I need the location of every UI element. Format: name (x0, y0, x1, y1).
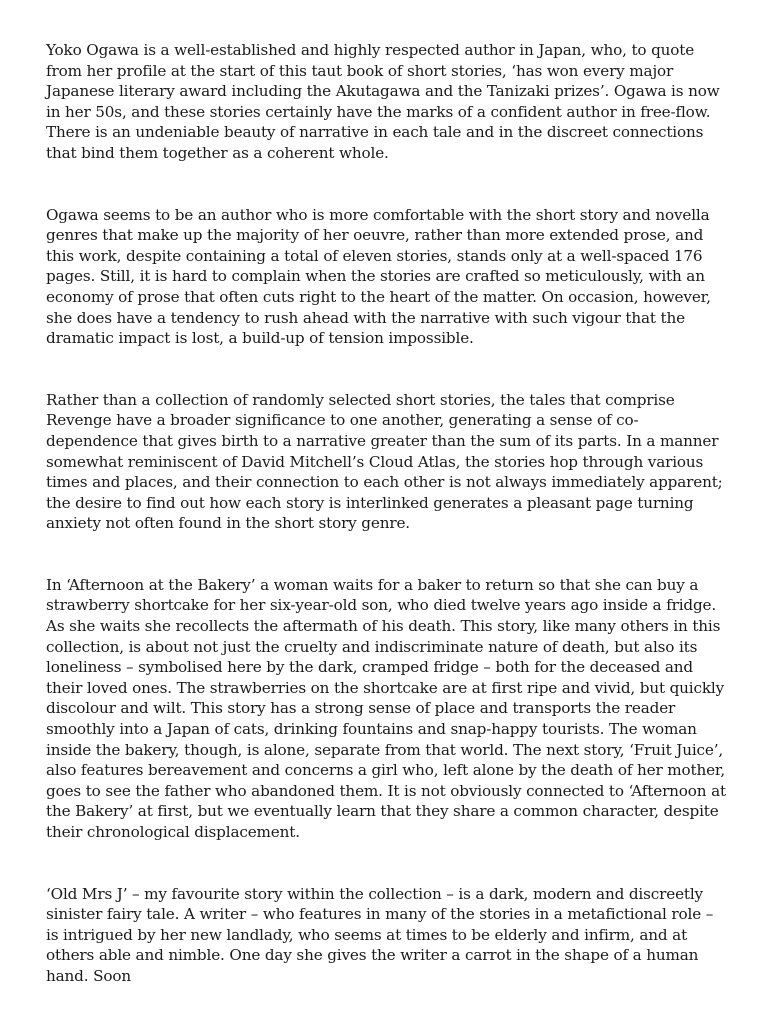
paragraph-short-story-form: Ogawa seems to be an author who is more comfortable with the short story and novella genres that make up the majority of her oeuvre, rather than more extended prose, and this work, despite containing a total of eleven stories, stands only at a well-spaced 176 pages. Still, it is hard to complain when the stories are crafted so meticulously, with an economy of prose that often cuts right to the heart of the matter. On occasion, however, she does have a tendency to rush ahead with the narrative with such vigour that the dramatic impact is lost, a build-up of tension impossible. (46, 205, 711, 348)
paragraph-collection-significance: Rather than a collection of randomly selected short stories, the tales that comprise Revenge have a broader significance to one another, generating a sense of co-dependence that gives birth to a narrative greater than the sum of its parts. In a manner somewhat reminiscent of David Mitchell’s Cloud Atlas, the stories hop through various times and places, and their connection to each other is not always immediately apparent; the desire to find out how each story is interlinked generates a pleasant page turning anxiety not often found in the short story genre. (46, 390, 723, 533)
paragraph-intro: Yoko Ogawa is a well-established and highly respected author in Japan, who, to quote from her profile at the start of this taut book of short stories, ‘has won every major Japanese literary award including the Akutagawa and the Tanizaki prizes’. Ogawa is now in her 50s, and these stories certainly have the marks of a confident author in free-flow. There is an undeniable beauty of narrative in each tale and in the discreet connections that bind them together as a coherent whole. (46, 41, 720, 162)
paragraph-old-mrs-j: ‘Old Mrs J’ – my favourite story within the collection – is a dark, modern and discreetly sinister fairy tale. A writer – who features in many of the stories in a metafictional role – is intrigued by her new landlady, who seems at times to be elderly and infirm, and at others able and nimble. One day she gives the writer a carrot in the shape of a human hand. Soon (46, 884, 714, 985)
paragraph-gap (46, 349, 730, 390)
paragraph-gap (46, 843, 730, 884)
paragraph-gap (46, 534, 730, 575)
paragraph-afternoon-at-bakery: In ‘Afternoon at the Bakery’ a woman waits for a baker to return so that she can buy a strawberry shortcake for her six-year-old son, who died twelve years ago inside a fridge. As she waits she recollects the aftermath of his death. This story, like many others in this collection, is about not just the cruelty and indiscriminate nature of death, but also its loneliness – symbolised here by the dark, cramped fridge – both for the deceased and their loved ones. The strawberries on the shortcake are at first ripe and vivid, but quickly discolour and wilt. This story has a strong sense of place and transports the reader smoothly into a Japan of cats, drinking fountains and snap-happy tourists. The woman inside the bakery, though, is alone, separate from that world. The next story, ‘Fruit Juice’, also features bereavement and concerns a girl who, left alone by the death of her mother, goes to see the father who abandoned them. It is not obviously connected to ‘Afternoon at the Bakery’ at first, but we eventually learn that they share a common character, despite their chronological displacement. (46, 575, 726, 841)
paragraph-gap (46, 164, 730, 205)
document-page (46, 40, 730, 987)
